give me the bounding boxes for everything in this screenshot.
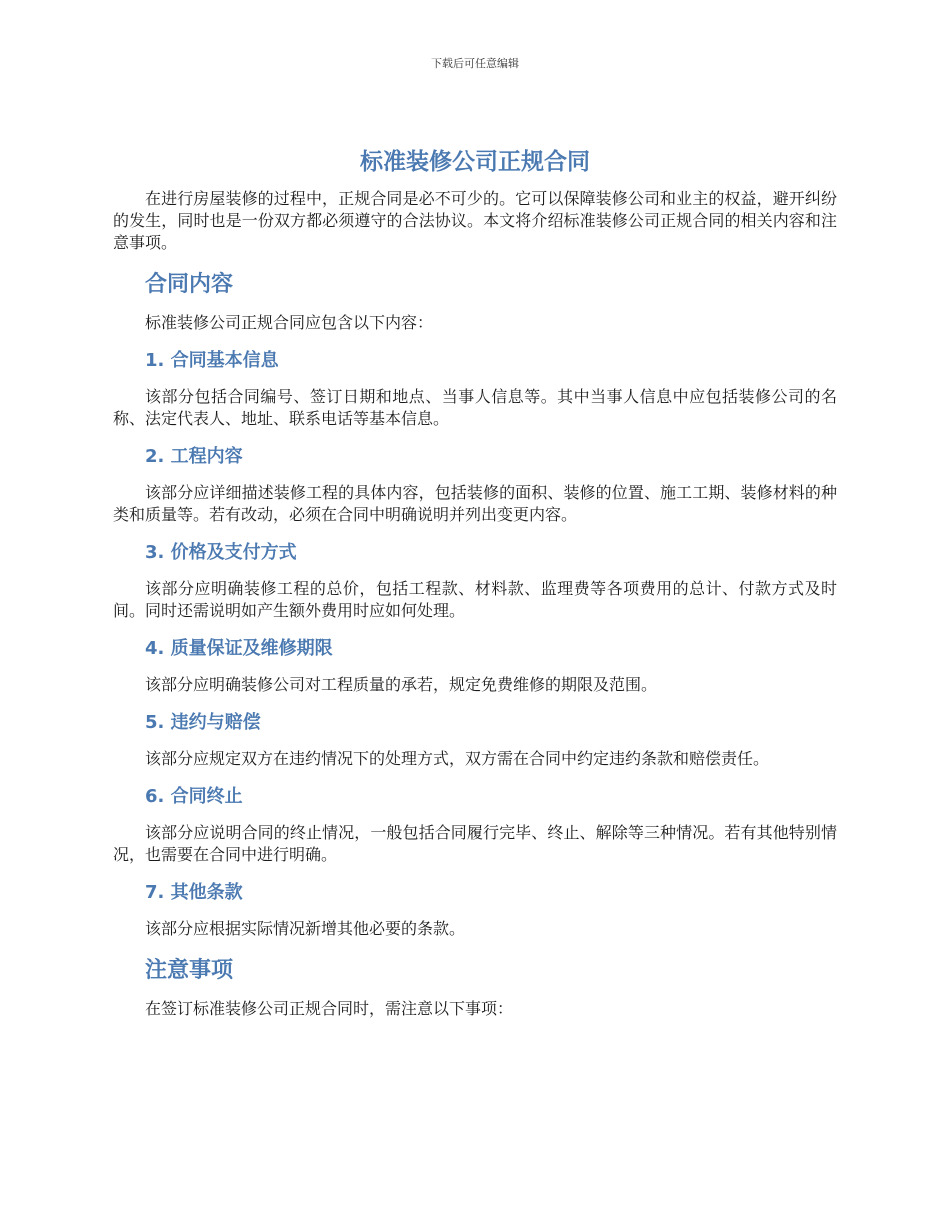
- item-text-termination: 该部分应说明合同的终止情况，一般包括合同履行完毕、终止、解除等三种情况。若有其他特别情况，也需要在合同中进行明确。: [113, 823, 837, 864]
- item-heading-termination: 6. 合同终止: [145, 786, 243, 807]
- item-text-price-payment: 该部分应明确装修工程的总价，包括工程款、材料款、监理费等各项费用的总计、付款方式及时间。同时还需说明如产生额外费用时应如何处理。: [113, 579, 837, 620]
- document-title: 标准装修公司正规合同: [360, 149, 590, 175]
- document-body: [113, 146, 837, 1020]
- item-heading-breach-compensation: 5. 违约与赔偿: [145, 712, 261, 733]
- section-heading-notes: 注意事项: [145, 958, 234, 983]
- item-heading-basic-info: 1. 合同基本信息: [145, 350, 279, 371]
- item-heading-project-content: 2. 工程内容: [145, 446, 243, 467]
- item-text-basic-info: 该部分包括合同编号、签订日期和地点、当事人信息等。其中当事人信息中应包括装修公司的名称、法定代表人、地址、联系电话等基本信息。: [113, 387, 837, 428]
- item-heading-price-payment: 3. 价格及支付方式: [145, 542, 297, 563]
- item-text-project-content: 该部分应详细描述装修工程的具体内容，包括装修的面积、装修的位置、施工工期、装修材料的种类和质量等。若有改动，必须在合同中明确说明并列出变更内容。: [113, 483, 837, 524]
- header-note: 下载后可任意编辑: [431, 57, 519, 70]
- section-lead-contract-content: 标准装修公司正规合同应包含以下内容：: [145, 313, 434, 332]
- section-lead-notes: 在签订标准装修公司正规合同时，需注意以下事项：: [145, 999, 514, 1018]
- item-text-other-terms: 该部分应根据实际情况新增其他必要的条款。: [145, 919, 466, 938]
- item-text-breach-compensation: 该部分应规定双方在违约情况下的处理方式，双方需在合同中约定违约条款和赔偿责任。: [145, 749, 770, 768]
- item-heading-quality-warranty: 4. 质量保证及维修期限: [145, 638, 333, 659]
- item-heading-other-terms: 7. 其他条款: [145, 882, 243, 903]
- item-text-quality-warranty: 该部分应明确装修公司对工程质量的承若，规定免费维修的期限及范围。: [145, 675, 658, 694]
- intro-paragraph: 在进行房屋装修的过程中，正规合同是必不可少的。它可以保障装修公司和业主的权益，避开纠纷的发生，同时也是一份双方都必须遵守的合法协议。本文将介绍标准装修公司正规合同的相关内容和注意事项。: [113, 189, 837, 252]
- section-heading-contract-content: 合同内容: [145, 272, 234, 297]
